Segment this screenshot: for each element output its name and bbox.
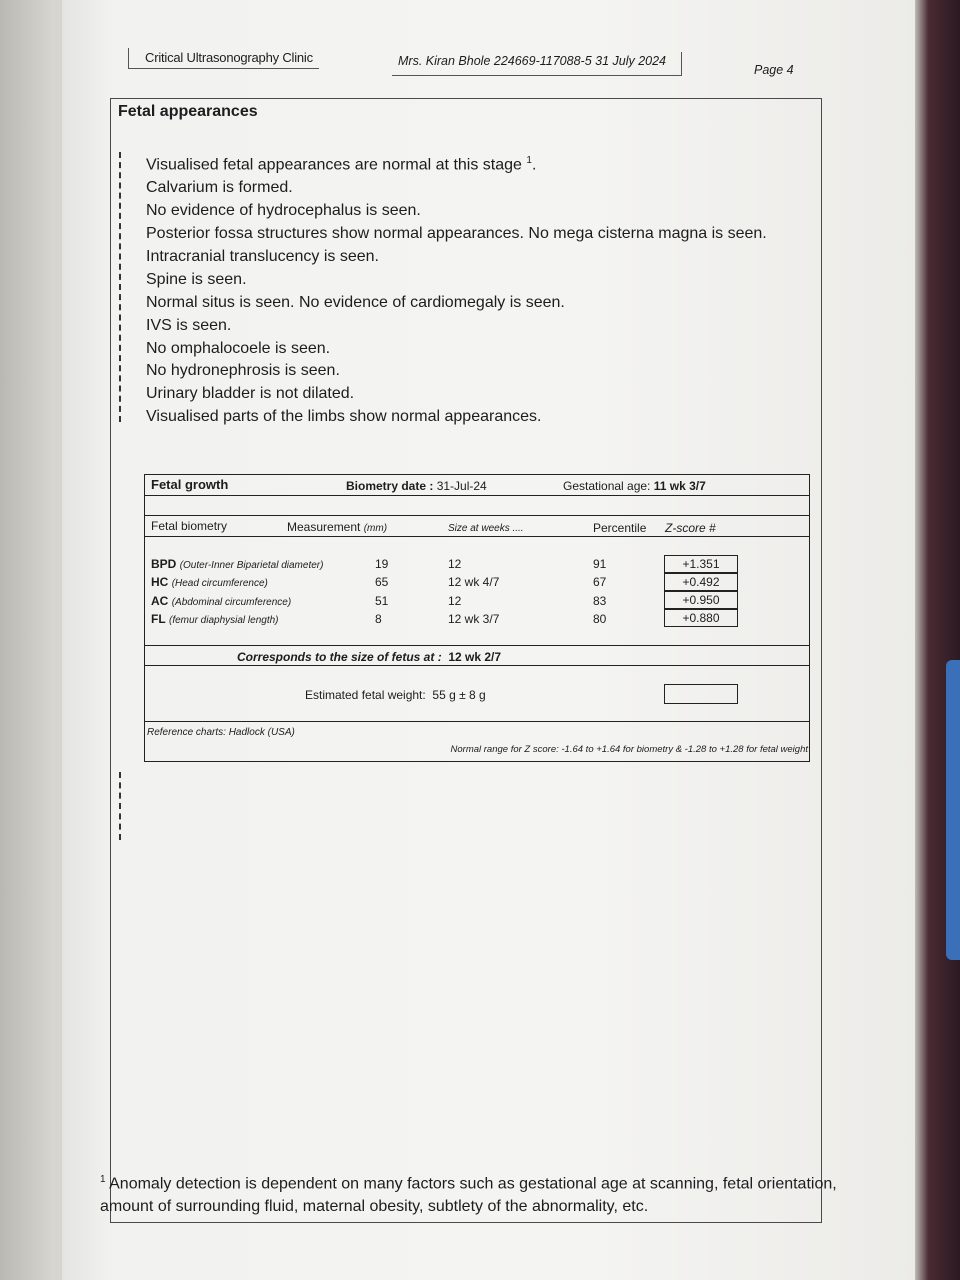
row-ac-size: 12 xyxy=(448,594,462,608)
margin-dashes xyxy=(119,152,121,422)
row-divider xyxy=(145,645,809,646)
row-bpd-size: 12 xyxy=(448,557,462,571)
finding-item: Calvarium is formed. xyxy=(146,179,293,197)
binder-cover xyxy=(915,0,960,1280)
finding-item: Posterior fossa structures show normal appearances. No mega cisterna magna is seen. xyxy=(146,225,767,243)
finding-item: Intracranial translucency is seen. xyxy=(146,247,379,265)
row-bpd-label: BPD (Outer-Inner Biparietal diameter) xyxy=(151,557,324,571)
finding-item: Urinary bladder is not dilated. xyxy=(146,385,355,403)
footnote-ref: 1 xyxy=(526,155,532,166)
normal-range-note: Normal range for Z score: -1.64 to +1.64 for biometry & -1.28 to +1.28 for fetal weight xyxy=(450,744,808,755)
row-divider xyxy=(145,495,809,496)
row-hc-percentile: 67 xyxy=(593,575,607,589)
col-header-measurement: Measurement (mm) xyxy=(287,520,388,534)
finding-item: IVS is seen. xyxy=(146,316,232,334)
finding-item: Normal situs is seen. No evidence of cardiomegaly is seen. xyxy=(146,293,565,311)
efw-zscore-box xyxy=(664,684,738,704)
finding-item: No evidence of hydrocephalus is seen. xyxy=(146,202,421,220)
row-bpd-measurement: 19 xyxy=(375,557,389,571)
page-number: Page 4 xyxy=(754,63,794,77)
biometry-date: Biometry date : 31-Jul-24 xyxy=(346,479,487,493)
row-ac-zscore: +0.950 xyxy=(664,591,738,609)
finding-item: No omphalocoele is seen. xyxy=(146,339,331,357)
footnote xyxy=(100,1168,840,1218)
footnote-text: Anomaly detection is dependent on many factors such as gestational age at scanning, fetal orientation, amount of surrounding fluid, maternal obesity, subtlety of the abnormality, etc. xyxy=(100,1175,837,1216)
row-fl-label: FL (femur diaphysial length) xyxy=(151,612,279,626)
row-fl-percentile: 80 xyxy=(593,612,607,626)
row-ac-percentile: 83 xyxy=(593,594,607,608)
row-fl-zscore: +0.880 xyxy=(664,609,738,627)
finding-item: No hydronephrosis is seen. xyxy=(146,362,340,380)
col-header-percentile: Percentile xyxy=(593,521,647,535)
row-ac-label: AC (Abdominal circumference) xyxy=(151,594,292,608)
row-divider xyxy=(145,536,809,537)
estimated-fetal-weight: Estimated fetal weight: 55 g ± 8 g xyxy=(305,688,486,702)
fetal-growth-table xyxy=(144,474,810,762)
finding-item: Visualised fetal appearances are normal at this stage $^1$. xyxy=(146,155,537,174)
row-hc-size: 12 wk 4/7 xyxy=(448,575,500,589)
clinic-name: Critical Ultrasonography Clinic xyxy=(128,48,319,69)
col-header-zscore: Z-score # xyxy=(665,521,716,535)
row-fl-measurement: 8 xyxy=(375,612,382,626)
gestational-age: Gestational age: 11 wk 3/7 xyxy=(563,479,706,493)
corresponds-size: Corresponds to the size of fetus at : 12 wk 2/7 xyxy=(237,650,502,664)
row-fl-size: 12 wk 3/7 xyxy=(448,612,500,626)
row-divider xyxy=(145,665,809,666)
row-bpd-zscore: +1.351 xyxy=(664,555,738,573)
binder-tab xyxy=(946,660,960,960)
fetal-growth-title: Fetal growth xyxy=(151,477,229,492)
row-hc-label: HC (Head circumference) xyxy=(151,575,268,589)
row-hc-measurement: 65 xyxy=(375,575,389,589)
row-divider xyxy=(145,515,809,516)
row-hc-zscore: +0.492 xyxy=(664,573,738,591)
findings-list xyxy=(146,150,816,429)
footnote-mark: 1 xyxy=(100,1174,106,1185)
reference-charts: Reference charts: Hadlock (USA) xyxy=(147,727,295,738)
row-ac-measurement: 51 xyxy=(375,594,389,608)
row-bpd-percentile: 91 xyxy=(593,557,607,571)
col-header-size: Size at weeks .... xyxy=(448,523,524,534)
margin-dashes-lower xyxy=(119,772,121,840)
row-divider xyxy=(145,721,809,722)
finding-item: Visualised parts of the limbs show normal appearances. xyxy=(146,408,542,426)
patient-info: Mrs. Kiran Bhole 224669-117088-5 31 July 2024 xyxy=(392,52,682,76)
section-title-fetal-appearances: Fetal appearances xyxy=(118,103,258,120)
col-header-biometry: Fetal biometry xyxy=(151,519,228,533)
finding-item: Spine is seen. xyxy=(146,270,247,288)
